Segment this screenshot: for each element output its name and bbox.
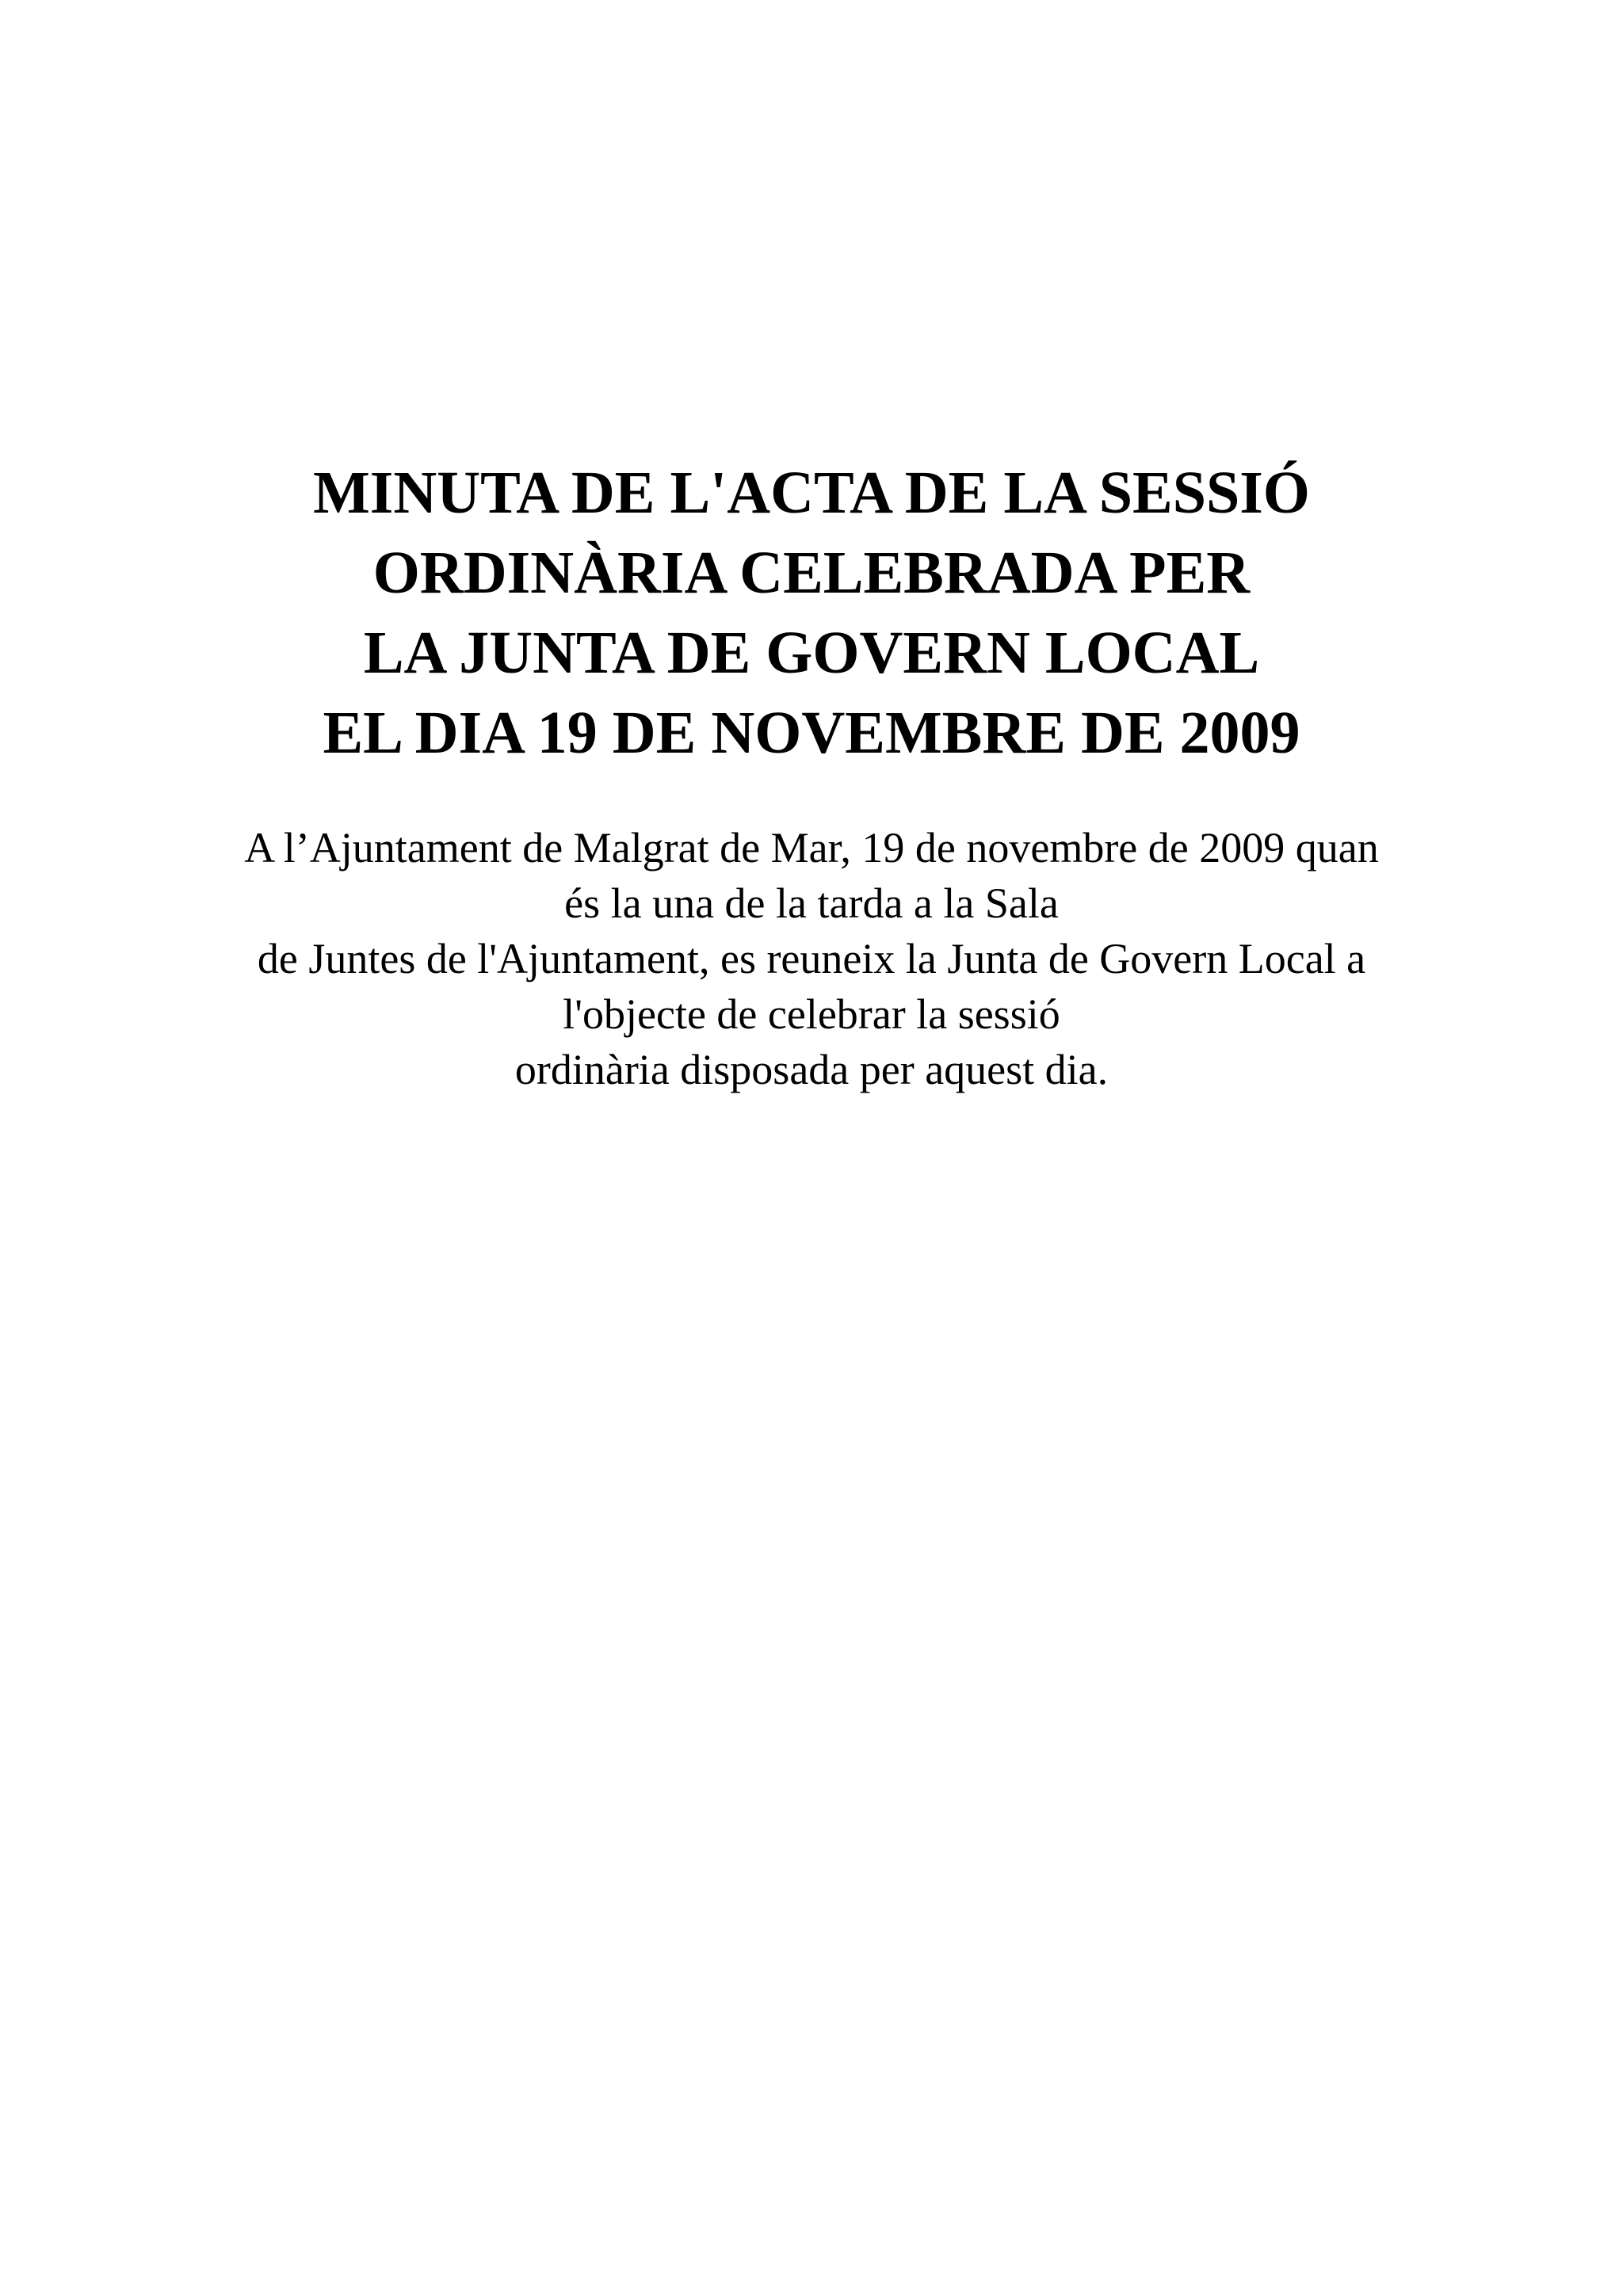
intro-paragraph xyxy=(0,820,1623,1097)
paragraph-line: ordinària disposada per aquest dia. xyxy=(514,1046,1109,1093)
document-title xyxy=(0,453,1623,773)
paragraph-line: l'objecte de celebrar la sessió xyxy=(563,990,1060,1038)
title-line: EL DIA 19 DE NOVEMBRE DE 2009 xyxy=(323,700,1300,766)
paragraph-line: de Juntes de l'Ajuntament, es reuneix la Junta de Govern Local a xyxy=(257,935,1366,982)
title-line: LA JUNTA DE GOVERN LOCAL xyxy=(363,620,1260,686)
title-line: MINUTA DE L'ACTA DE LA SESSIÓ xyxy=(313,460,1310,526)
title-line: ORDINÀRIA CELEBRADA PER xyxy=(372,540,1251,606)
paragraph-line: A l’Ajuntament de Malgrat de Mar, 19 de novembre de 2009 quan xyxy=(244,824,1379,871)
paragraph-line: és la una de la tarda a la Sala xyxy=(564,879,1059,927)
